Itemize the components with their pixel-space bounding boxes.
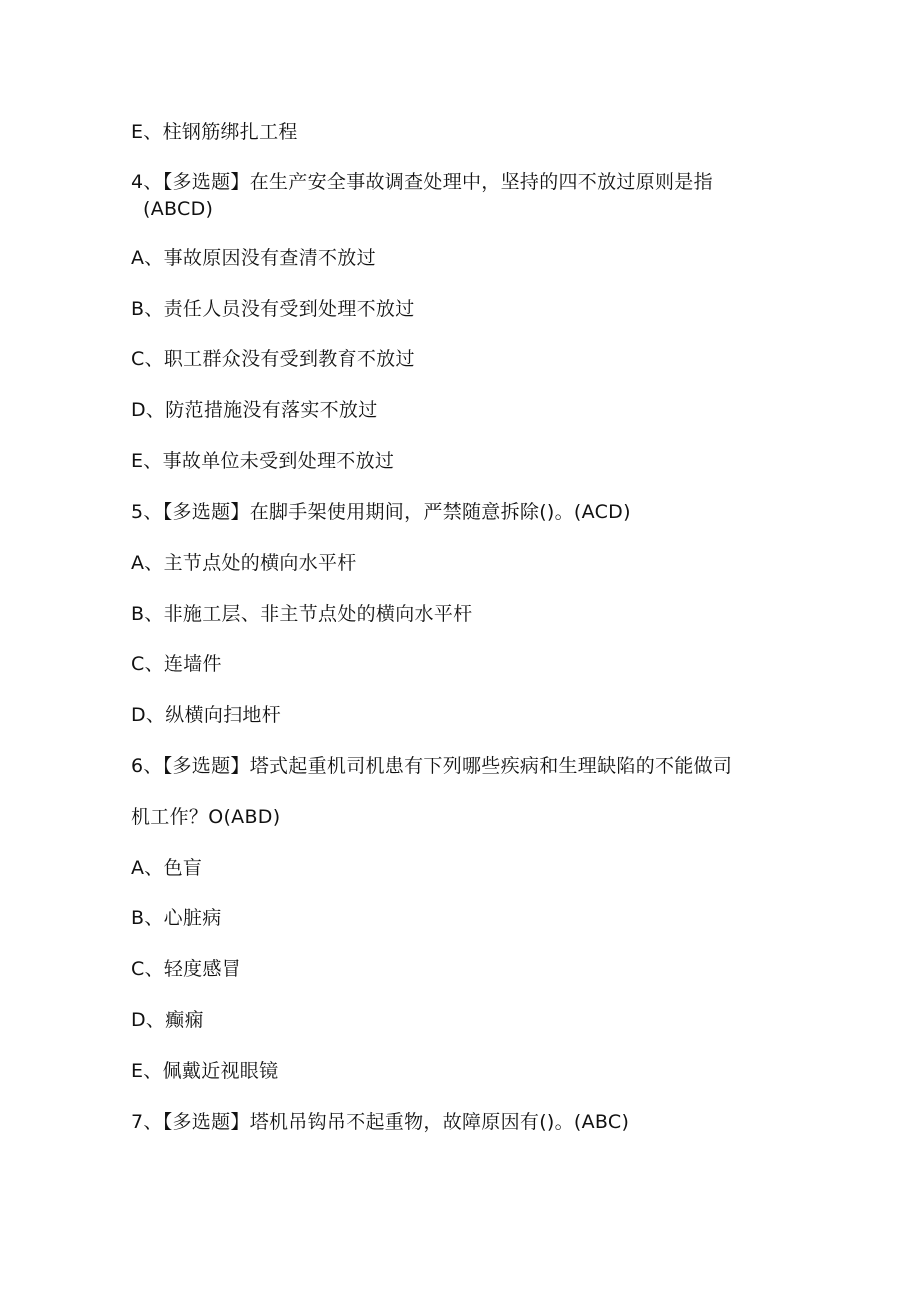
option-a-q6: A、色盲	[131, 857, 203, 879]
option-d-q4: D、防范措施没有落实不放过	[131, 399, 378, 421]
option-c-q4: C、职工群众没有受到教育不放过	[131, 348, 415, 370]
question-4: 4、【多选题】在生产安全事故调查处理中，坚持的四不放过原则是指	[131, 171, 713, 193]
option-d-q5: D、纵横向扫地杆	[131, 704, 282, 726]
option-a-q5: A、主节点处的横向水平杆	[131, 552, 357, 574]
option-d-q6: D、癫痫	[131, 1009, 204, 1031]
option-e-q6: E、佩戴近视眼镜	[131, 1060, 279, 1082]
option-c-q5: C、连墙件	[131, 653, 222, 675]
option-e-q3: E、柱钢筋绑扎工程	[131, 121, 298, 143]
question-6-continued: 机工作？O(ABD)	[131, 806, 281, 828]
question-4-answer: (ABCD)	[143, 198, 214, 220]
option-b-q4: B、责任人员没有受到处理不放过	[131, 298, 415, 320]
question-7: 7、【多选题】塔机吊钩吊不起重物，故障原因有()。(ABC)	[131, 1111, 630, 1133]
option-a-q4: A、事故原因没有查清不放过	[131, 247, 376, 269]
option-e-q4: E、事故单位未受到处理不放过	[131, 450, 395, 472]
question-6: 6、【多选题】塔式起重机司机患有下列哪些疾病和生理缺陷的不能做司	[131, 755, 733, 777]
option-b-q6: B、心脏病	[131, 907, 222, 929]
option-c-q6: C、轻度感冒	[131, 958, 242, 980]
option-b-q5: B、非施工层、非主节点处的横向水平杆	[131, 603, 473, 625]
question-5: 5、【多选题】在脚手架使用期间，严禁随意拆除()。(ACD)	[131, 501, 631, 523]
